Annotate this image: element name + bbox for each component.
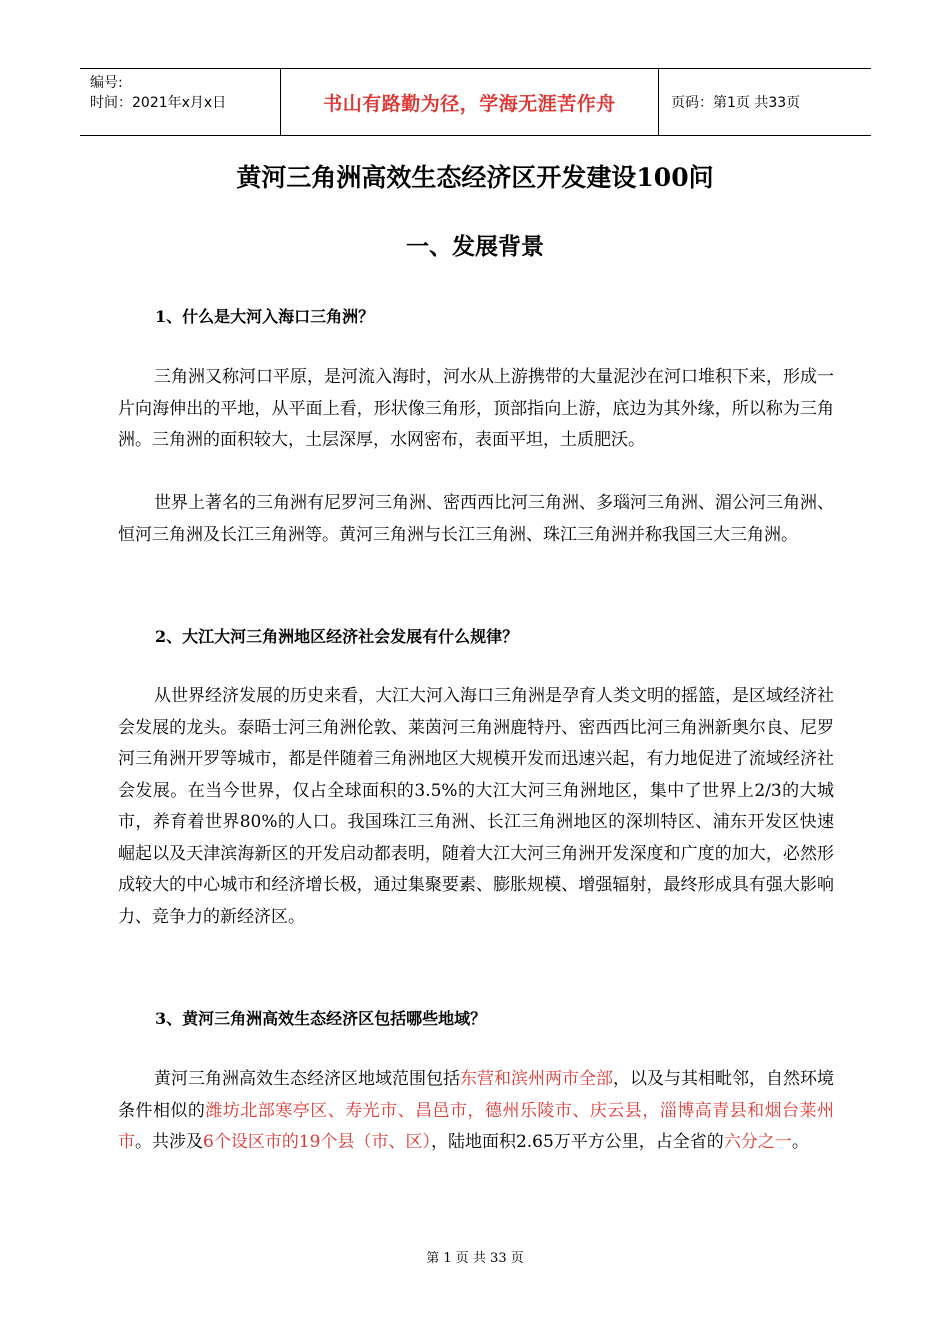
q3-text-5: 。 [791, 1132, 809, 1152]
q3-text-3: 。共涉及 [135, 1132, 203, 1152]
header-motto: 书山有路勤为径，学海无涯苦作舟 [323, 92, 616, 115]
q1-paragraph-2: 世界上著名的三角洲有尼罗河三角洲、密西西比河三角洲、多瑙河三角洲、湄公河三角洲、恒河三角洲及长江三角洲等。黄河三角洲与长江三角洲、珠江三角洲并称我国三大三角洲。 [118, 493, 834, 545]
page-footer: 第 1 页 共 33 页 [426, 1251, 524, 1266]
q3-highlight-2: 潍坊北部寒亭区、寿光市、昌邑市，德州乐陵市、庆云县，淄博高青县和烟台莱州市 [118, 1100, 834, 1152]
header-table [80, 68, 871, 136]
q1-paragraph-1: 三角洲又称河口平原，是河流入海时，河水从上游携带的大量泥沙在河口堆积下来，形成一片向海伸出的平地，从平面上看，形状像三角形，顶部指向上游，底边为其外缘，所以称为三角洲。三角洲的面积较大，土层深厚，水网密布，表面平坦，土质肥沃。 [118, 367, 834, 450]
q3-text-2: ，以及与其相毗邻，自然环境条件相似的 [118, 1069, 834, 1121]
q3-text-4: ，陆地面积2.65万平方公里，占全省的 [430, 1132, 724, 1152]
question-2: 2、大江大河三角洲地区经济社会发展有什么规律？ [155, 627, 519, 646]
q3-highlight-3: 6个设区市的19个县（市、区） [203, 1132, 431, 1152]
q2-paragraph-1: 从世界经济发展的历史来看，大江大河入海口三角洲是孕育人类文明的摇篮，是区域经济社会发展的龙头。泰晤士河三角洲伦敦、莱茵河三角洲鹿特丹、密西西比河三角洲新奥尔良、尼罗河三角洲开罗等城市，都是伴随着三角洲地区大规模开发而迅速兴起，有力地促进了流域经济社会发展。在当今世界，仅占全球面积的3.5%的大江大河三角洲地区，集中了世界上2/3的大城市，养育着世界80%的人口。我国珠江三角洲、长江三角洲地区的深圳特区、浦东开发区快速崛起以及天津滨海新区的开发启动都表明，随着大江大河三角洲开发深度和广度的加大，必然形成较大的中心城市和经济增长极，通过集聚要素、膨胀规模、增强辐射，最终形成具有强大影响力、竞争力的新经济区。 [118, 686, 834, 927]
section-heading: 一、发展背景 [406, 233, 544, 260]
q3-highlight-1: 东营和滨州两市全部 [460, 1069, 613, 1089]
q3-text-1: 黄河三角洲高效生态经济区地域范围包括 [154, 1069, 460, 1089]
header-page-info: 页码：第1页 共33页 [671, 95, 801, 111]
document-title: 黄河三角洲高效生态经济区开发建设100问 [236, 163, 714, 192]
document-time: 时间：2021年x月x日 [90, 95, 227, 111]
header-meta [80, 69, 281, 135]
document-number: 编号: [90, 75, 123, 91]
q3-paragraph-1 [118, 1064, 834, 1159]
header-motto-cell [281, 69, 659, 135]
question-3: 3、黄河三角洲高效生态经济区包括哪些地域？ [155, 1009, 487, 1028]
q3-highlight-4: 六分之一 [723, 1132, 792, 1152]
question-1: 1、什么是大河入海口三角洲？ [155, 307, 375, 326]
